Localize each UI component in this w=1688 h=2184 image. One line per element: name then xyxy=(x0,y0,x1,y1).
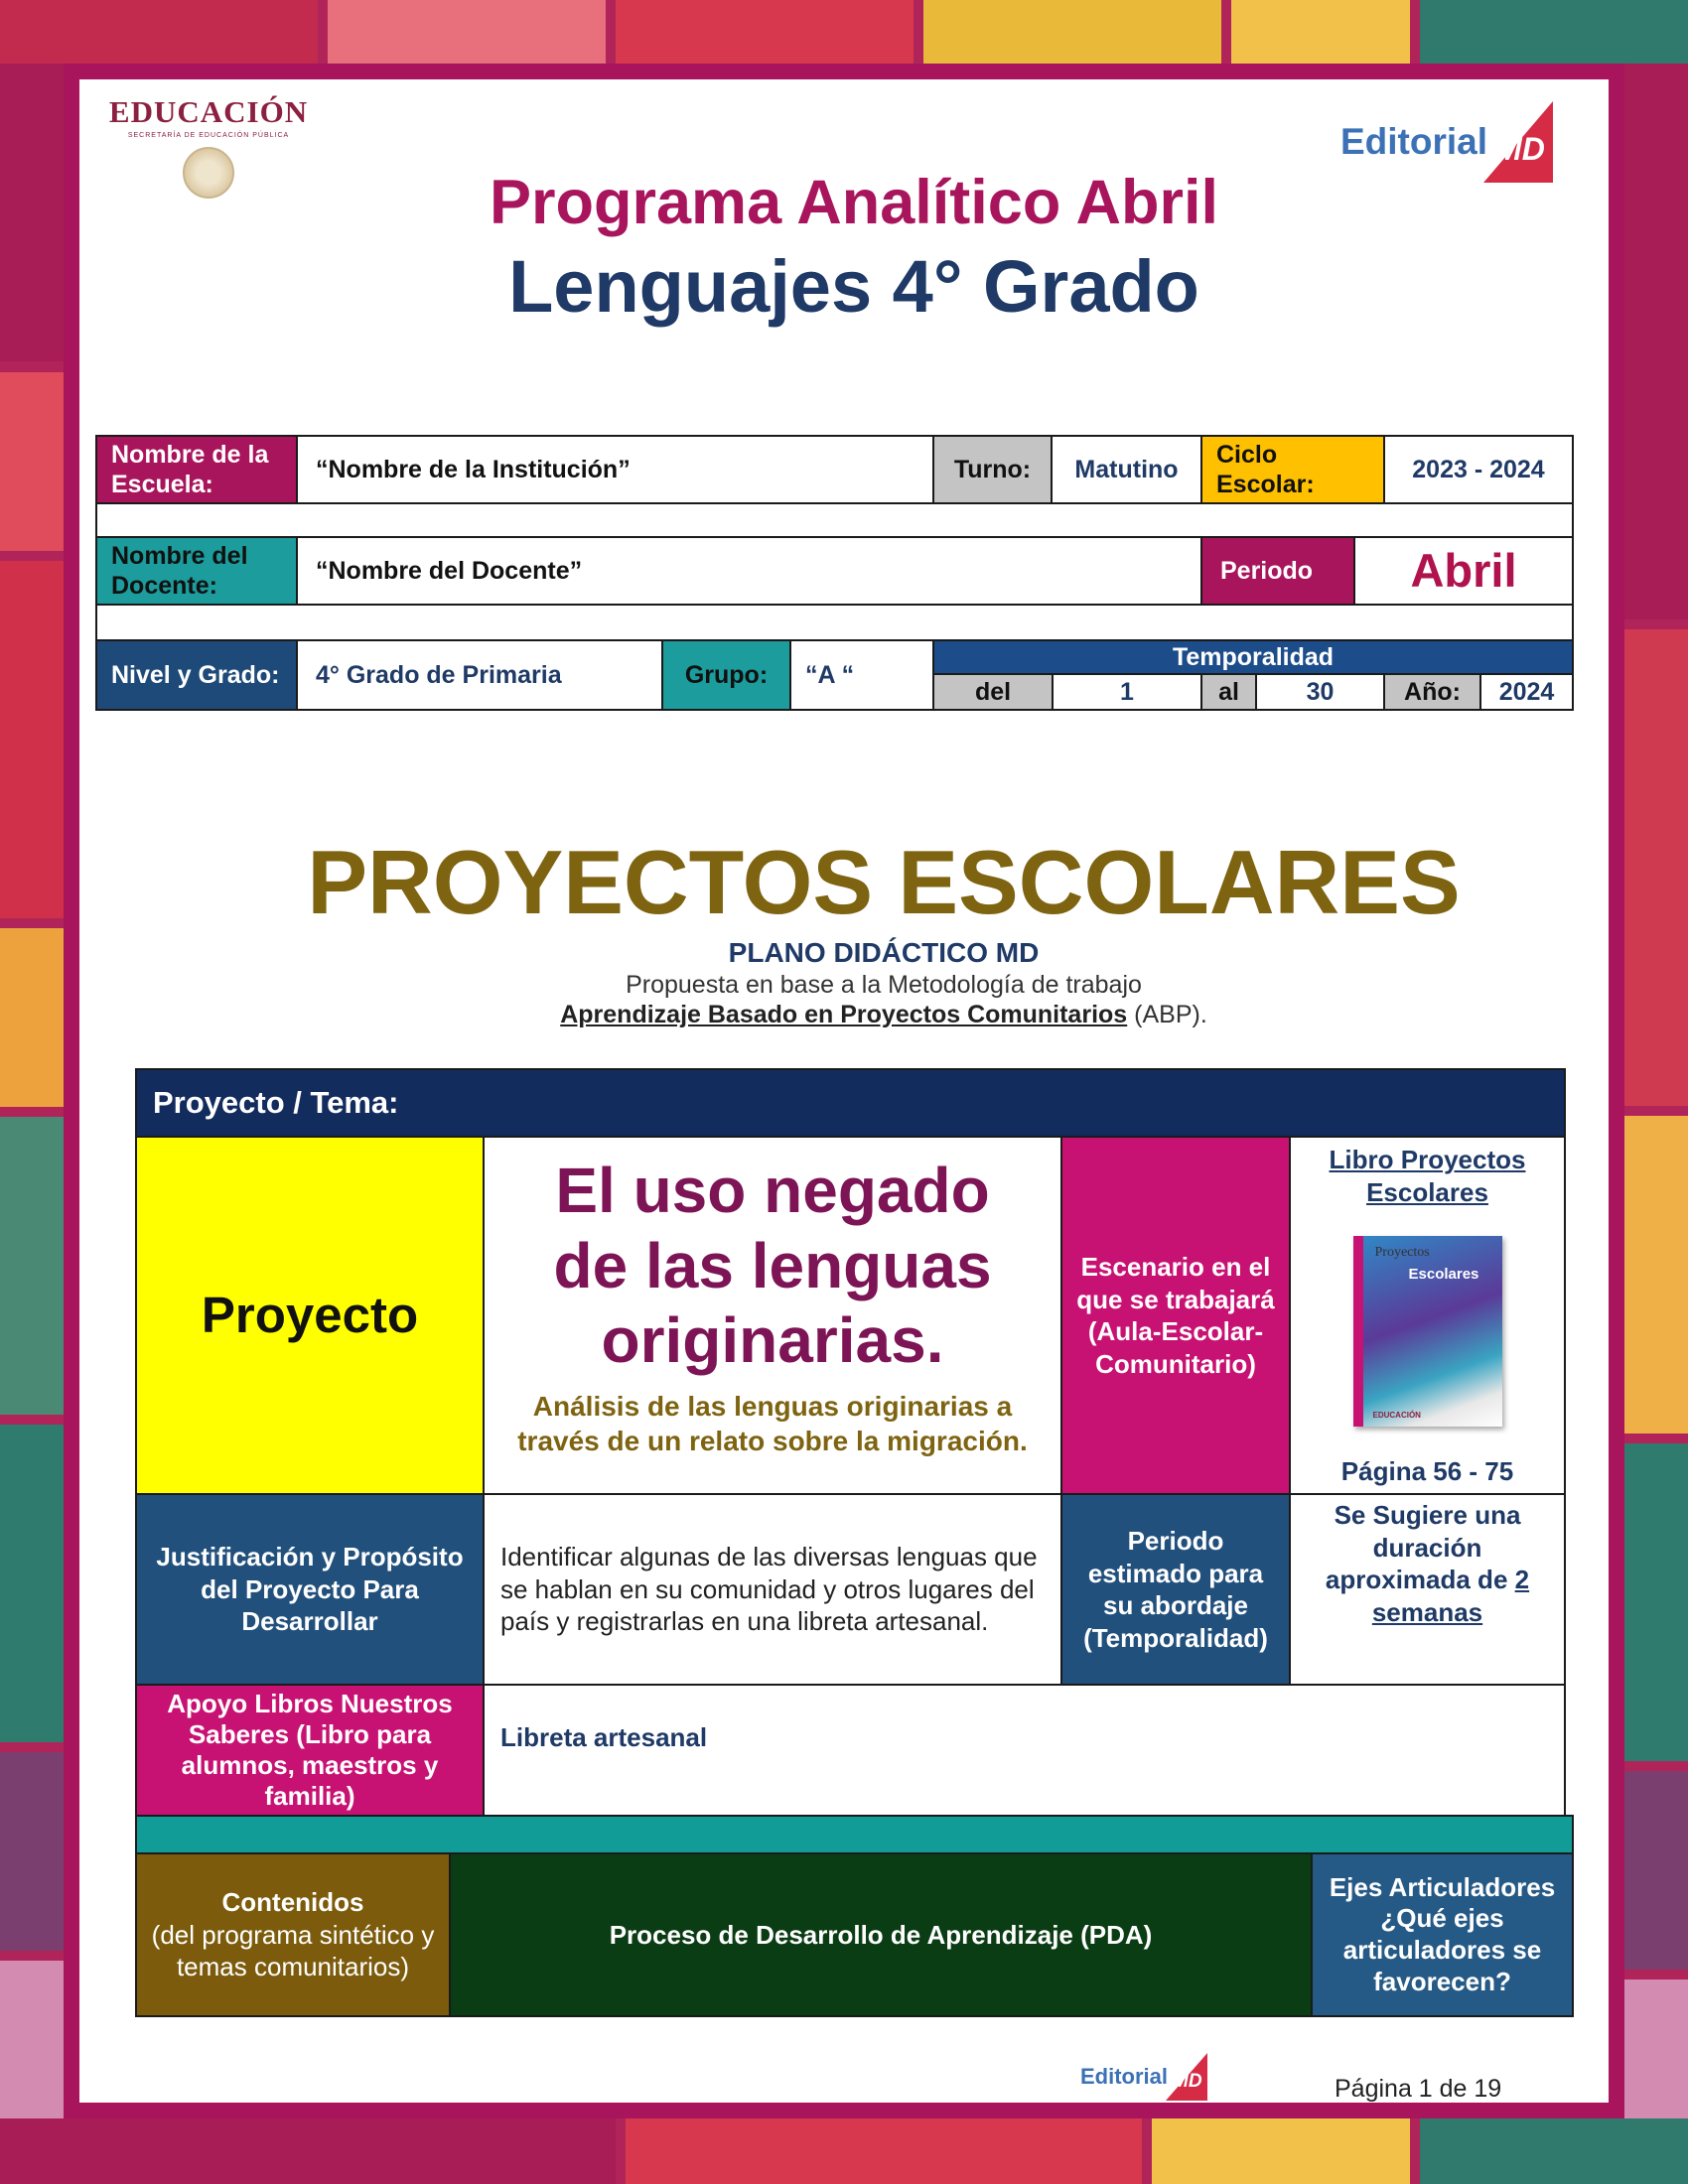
book-title: Proyectos xyxy=(1374,1245,1430,1261)
escenario-label: Escenario en el que se trabajará (Aula-Escolar-Comunitario) xyxy=(1076,1252,1275,1379)
projects-title: PROYECTOS ESCOLARES xyxy=(307,833,1461,933)
ciclo-value: 2023 - 2024 xyxy=(1383,435,1574,504)
ciclo-label: Ciclo Escolar: xyxy=(1200,435,1385,504)
escenario-cell xyxy=(1060,1136,1291,1495)
page-title: Programa Analítico Abril xyxy=(490,168,1218,237)
pda-label: Proceso de Desarrollo de Aprendizaje (PDA) xyxy=(609,1919,1153,1950)
periodo-label: Periodo xyxy=(1200,536,1355,606)
sep-brand: EDUCACIÓN xyxy=(108,94,309,129)
bg-tile xyxy=(616,0,914,64)
apoyo-value: Libreta artesanal xyxy=(500,1722,708,1752)
propuesta-text: Propuesta en base a la Metodología de trabajo xyxy=(626,971,1142,999)
docente-label: Nombre del Docente: xyxy=(95,536,298,606)
abp-line xyxy=(0,1001,1688,1029)
al-label: al xyxy=(1200,673,1257,711)
periodo-value: Abril xyxy=(1353,536,1574,606)
turno-value: Matutino xyxy=(1051,435,1202,504)
project-name-cell xyxy=(483,1136,1062,1495)
grupo-label: Grupo: xyxy=(661,639,791,711)
book-cover-icon xyxy=(1353,1236,1502,1427)
bg-tile xyxy=(0,0,318,64)
bg-tile xyxy=(0,1752,64,1951)
periodo-estimado-cell xyxy=(1060,1493,1291,1686)
project-subtitle: Análisis de las lenguas originarias a través de un relato sobre la migración. xyxy=(517,1390,1028,1457)
bg-tile xyxy=(1231,0,1410,64)
bg-tile xyxy=(1152,2118,1410,2184)
teal-band xyxy=(135,1815,1574,1854)
del-label: del xyxy=(932,673,1054,711)
bg-tile xyxy=(328,0,606,64)
al-value: 30 xyxy=(1255,673,1385,711)
contenidos-sub: (del programa sintético y temas comunitarios) xyxy=(151,1919,435,1982)
turno-label: Turno: xyxy=(932,435,1053,504)
periodo-estimado-label: Periodo estimado para su abordaje (Temporalidad) xyxy=(1083,1526,1268,1653)
docente-value: “Nombre del Docente” xyxy=(296,536,1202,606)
apoyo-label: Apoyo Libros Nuestros Saberes (Libro para alumnos, maestros y familia) xyxy=(167,1688,453,1812)
anio-label: Año: xyxy=(1383,673,1481,711)
nivel-label: Nivel y Grado: xyxy=(95,639,298,711)
duracion-link[interactable]: 2 semanas xyxy=(1371,1565,1530,1627)
anio-value: 2024 xyxy=(1479,673,1574,711)
ejes-label: Ejes Articuladores ¿Qué ejes articuladores se favorecen? xyxy=(1329,1871,1556,1996)
proyecto-cell xyxy=(135,1136,485,1495)
justificacion-label-cell xyxy=(135,1493,485,1686)
bg-tile xyxy=(1624,1443,1688,1761)
bg-tile xyxy=(1420,0,1688,64)
abp-link[interactable]: Aprendizaje Basado en Proyectos Comunitarios xyxy=(560,1001,1128,1028)
pagina-range: Página 56 - 75 xyxy=(1340,1455,1514,1486)
bg-tile xyxy=(1624,1116,1688,1433)
bg-tile xyxy=(0,2118,616,2184)
nivel-value: 4° Grado de Primaria xyxy=(296,639,663,711)
del-value: 1 xyxy=(1052,673,1202,711)
bg-tile xyxy=(923,0,1221,64)
contenidos-label: Contenidos xyxy=(221,1887,364,1918)
bg-tile xyxy=(0,1425,64,1742)
duracion-prefix: Se Sugiere una duración aproximada de xyxy=(1325,1500,1521,1594)
school-value: “Nombre de la Institución” xyxy=(296,435,934,504)
page-subtitle: Lenguajes 4° Grado xyxy=(508,245,1199,328)
spacer-row xyxy=(95,502,1574,538)
footer-md-logo-icon xyxy=(1166,2053,1207,2101)
grupo-value: “A “ xyxy=(789,639,934,711)
ejes-cell xyxy=(1311,1852,1574,2017)
tema-header xyxy=(135,1068,1566,1138)
bg-tile xyxy=(1420,2118,1688,2184)
abp-suffix: (ABP). xyxy=(1127,1001,1207,1028)
md-mark: MD xyxy=(1495,131,1545,167)
justificacion-text-cell xyxy=(483,1493,1062,1686)
editorial-word: Editorial xyxy=(1340,121,1488,162)
duracion-cell xyxy=(1289,1493,1566,1686)
bg-tile xyxy=(626,2118,1142,2184)
pda-cell xyxy=(449,1852,1313,2017)
plano-didactico: PLANO DIDÁCTICO MD xyxy=(728,937,1040,968)
contenidos-cell xyxy=(135,1852,451,2017)
apoyo-value-cell xyxy=(483,1684,1566,1817)
sep-subtitle: SECRETARÍA DE EDUCACIÓN PÚBLICA xyxy=(127,132,290,139)
apoyo-label-cell xyxy=(135,1684,485,1817)
page-number: Página 1 de 19 xyxy=(1335,2075,1502,2103)
proyecto-label: Proyecto xyxy=(201,1287,419,1344)
bg-tile xyxy=(1624,64,1688,619)
justificacion-text: Identificar algunas de las diversas lenguas que se hablan en su comunidad y otros lugares del país y registrarlas en una libreta artesanal. xyxy=(500,1542,1038,1637)
duracion-text xyxy=(1309,1499,1546,1628)
tema-label: Proyecto / Tema: xyxy=(153,1084,399,1120)
libro-cell xyxy=(1289,1136,1566,1495)
spacer-row xyxy=(95,604,1574,641)
project-name: El uso negado de las lenguas originarias. xyxy=(553,1155,992,1377)
temporalidad-label: Temporalidad xyxy=(932,639,1574,675)
libro-link[interactable]: Libro Proyectos Escolares xyxy=(1329,1145,1526,1207)
bg-tile xyxy=(1624,1771,1688,1970)
school-label: Nombre de la Escuela: xyxy=(95,435,298,504)
bg-tile xyxy=(0,372,64,551)
book-title-2: Escolares xyxy=(1408,1266,1479,1284)
footer-editorial-logo xyxy=(1080,2053,1207,2101)
justificacion-label: Justificación y Propósito del Proyecto Para Desarrollar xyxy=(156,1542,464,1637)
footer-md-mark: MD xyxy=(1173,2071,1202,2092)
bg-tile xyxy=(0,1117,64,1415)
book-footer: EDUCACIÓN xyxy=(1372,1411,1421,1421)
footer-editorial-word: Editorial xyxy=(1080,2064,1169,2089)
